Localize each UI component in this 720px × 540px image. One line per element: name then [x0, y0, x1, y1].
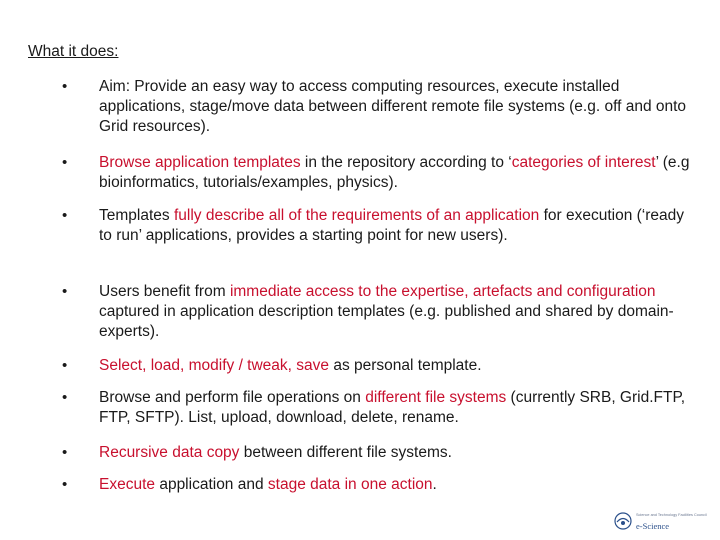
- highlighted-text: stage data in one action: [267, 476, 433, 493]
- text-segment: between different file systems.: [239, 444, 452, 461]
- bullet-text: [99, 206, 699, 246]
- logo-subtitle: Science and Technology Facilities Council: [636, 513, 707, 517]
- text-segment: as personal template.: [329, 357, 482, 374]
- text-segment: Browse and perform file operations on: [99, 389, 366, 406]
- bullet-marker: •: [62, 154, 68, 171]
- slide-heading: What it does:: [28, 43, 119, 60]
- text-segment: Users benefit from: [99, 283, 230, 300]
- text-segment: (currently SRB, Grid.FTP, FTP, SFTP). List, upload, download, delete, rename.: [99, 389, 686, 426]
- escience-logo: [614, 510, 710, 534]
- bullet-marker: •: [62, 357, 68, 374]
- bullet-marker: •: [62, 476, 68, 493]
- highlighted-text: Select, load, modify / tweak, save: [99, 357, 330, 374]
- bullet-marker: •: [62, 78, 68, 95]
- highlighted-text: Execute: [99, 476, 156, 493]
- bullet-text: [99, 282, 699, 342]
- highlighted-text: categories of interest: [511, 154, 656, 171]
- bullet-text: [99, 153, 699, 193]
- highlighted-text: immediate access to the expertise, artefacts and configuration: [229, 283, 656, 300]
- text-segment: captured in application description templates (e.g. published and shared by domain-experts).: [99, 303, 674, 340]
- bullet-text: [99, 443, 699, 463]
- text-segment: Templates: [99, 207, 174, 224]
- bullet-marker: •: [62, 207, 68, 224]
- bullet-text: [99, 77, 699, 137]
- highlighted-text: fully describe all of the requirements of an application: [173, 207, 540, 224]
- logo-emblem-icon: [614, 512, 632, 530]
- text-segment: in the repository according to ‘: [300, 154, 512, 171]
- bullet-text: [99, 388, 699, 428]
- bullet-text: [99, 475, 699, 495]
- bullet-marker: •: [62, 444, 68, 461]
- bullet-marker: •: [62, 283, 68, 300]
- text-segment: .: [432, 476, 437, 493]
- text-segment: ’ (e.g bioinformatics, tutorials/examples, physics).: [99, 154, 690, 191]
- text-segment: application and: [155, 476, 268, 493]
- bullet-marker: •: [62, 389, 68, 406]
- highlighted-text: different file systems: [365, 389, 507, 406]
- text-segment: for execution (‘ready to run’ applications, provides a starting point for new users).: [99, 207, 685, 244]
- highlighted-text: Browse application templates: [99, 154, 301, 171]
- logo-title: e-Science: [636, 521, 670, 531]
- bullet-text: [99, 356, 699, 376]
- text-segment: Aim: Provide an easy way to access computing resources, execute installed applications, stage/move data between different remote file systems (e.g. off and onto Grid resources).: [99, 78, 687, 135]
- highlighted-text: Recursive data copy: [99, 444, 240, 461]
